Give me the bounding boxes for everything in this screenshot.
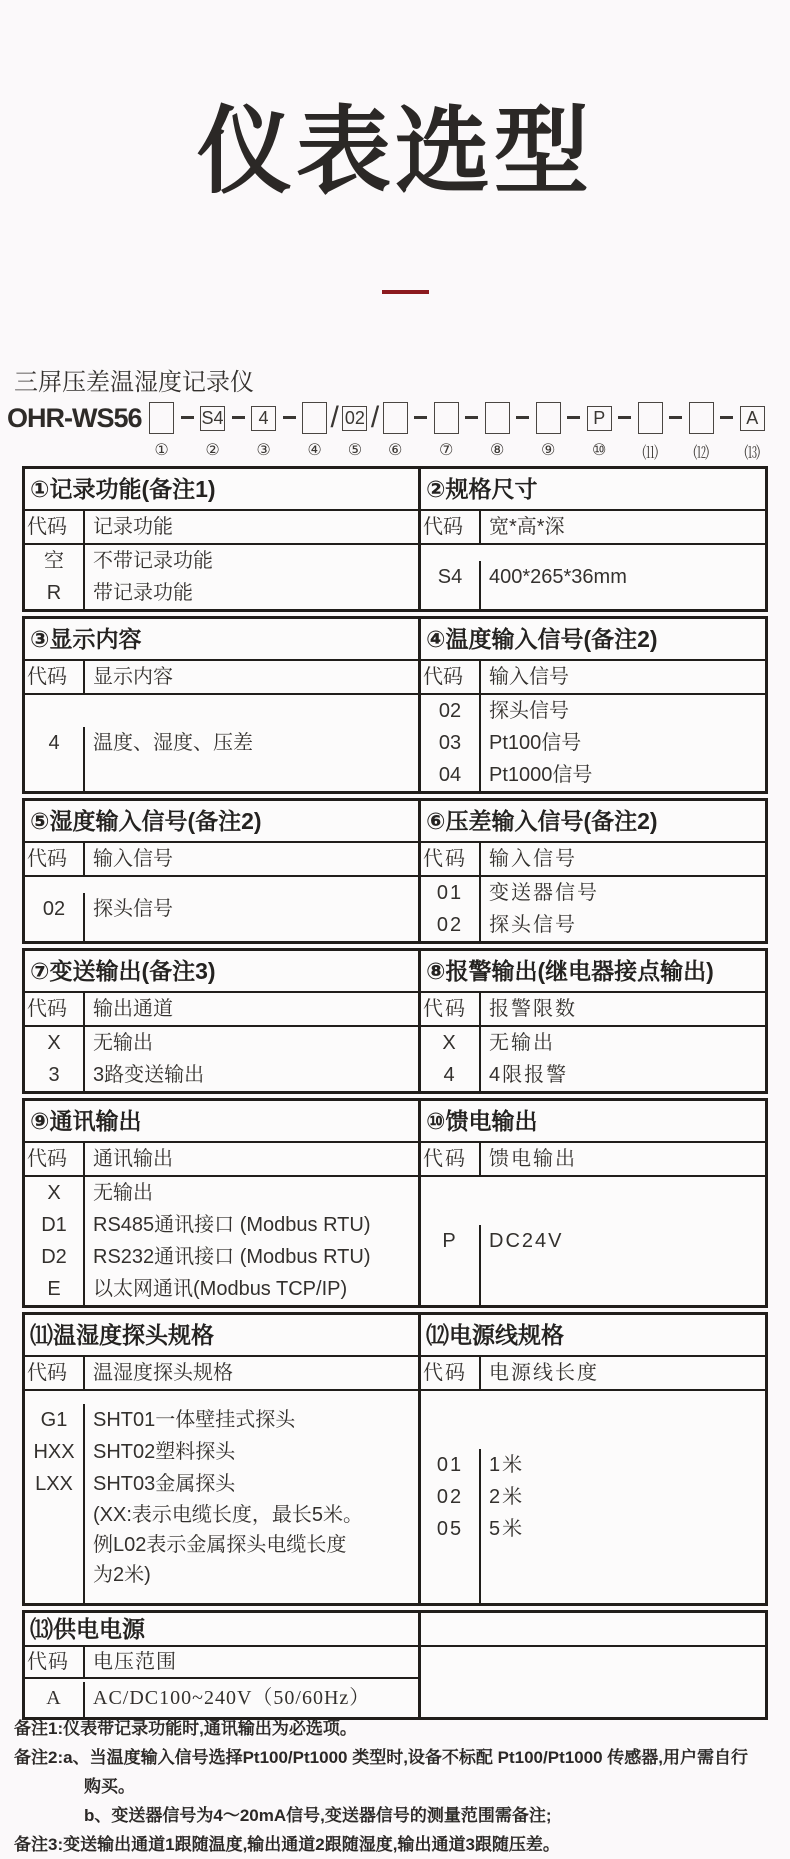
spec-section bbox=[25, 1613, 421, 1717]
option-code: 02 bbox=[42, 898, 66, 920]
spec-band bbox=[22, 1610, 768, 1720]
option-code: 02 bbox=[438, 700, 462, 722]
model-code-position bbox=[737, 400, 767, 463]
dash-separator bbox=[414, 416, 427, 419]
code-column bbox=[25, 893, 85, 941]
spec-section bbox=[421, 1101, 765, 1305]
description-column bbox=[85, 1682, 418, 1717]
section-grid bbox=[421, 993, 765, 1091]
option-code: E bbox=[47, 1278, 61, 1300]
spec-band bbox=[22, 466, 768, 612]
description-column-header: 输入信号 bbox=[85, 843, 418, 877]
description-column bbox=[481, 695, 765, 791]
code-column bbox=[421, 1225, 481, 1305]
model-code-box-slot bbox=[689, 400, 714, 436]
spec-section bbox=[25, 1315, 421, 1603]
section-title: ⑿电源线规格 bbox=[421, 1315, 765, 1357]
option-description: Pt1000信号 bbox=[489, 764, 593, 786]
section-title: ⑤湿度输入信号(备注2) bbox=[25, 801, 418, 843]
code-column bbox=[25, 1177, 85, 1305]
empty-section-title bbox=[421, 1613, 765, 1647]
model-code-position-number: ⑤ bbox=[347, 442, 363, 459]
model-code-position bbox=[340, 400, 370, 460]
code-column bbox=[421, 877, 481, 941]
model-code-position bbox=[147, 400, 177, 460]
model-code-position bbox=[431, 400, 461, 460]
section-title: ⑩馈电输出 bbox=[421, 1101, 765, 1143]
section-title: ⑾温湿度探头规格 bbox=[25, 1315, 418, 1357]
description-column-header: 电源线长度 bbox=[481, 1357, 765, 1391]
description-column-header: 显示内容 bbox=[85, 661, 418, 695]
option-description: 探头信号 bbox=[93, 898, 173, 920]
model-code-position bbox=[380, 400, 410, 460]
model-code-position bbox=[584, 400, 614, 460]
option-description: 无输出 bbox=[93, 1182, 153, 1204]
option-code: 01 bbox=[436, 882, 464, 904]
option-code: D2 bbox=[41, 1246, 67, 1268]
spec-section bbox=[25, 1101, 421, 1305]
option-code: X bbox=[47, 1032, 61, 1054]
model-code-box: S4 bbox=[200, 406, 225, 431]
section-grid bbox=[25, 661, 418, 791]
option-description: SHT03金属探头 bbox=[93, 1473, 236, 1495]
code-column-header: 代码 bbox=[25, 511, 85, 545]
model-code-box-slot bbox=[485, 400, 510, 436]
model-code-position bbox=[249, 400, 279, 460]
spec-section bbox=[421, 801, 765, 941]
option-code: P bbox=[442, 1230, 458, 1252]
option-description: 不带记录功能 bbox=[93, 550, 213, 572]
description-column bbox=[85, 893, 418, 941]
description-column bbox=[481, 1449, 765, 1603]
model-code-box bbox=[302, 402, 327, 434]
slash-separator: / bbox=[330, 401, 339, 434]
model-code-box bbox=[434, 402, 459, 434]
spec-section bbox=[25, 801, 421, 941]
description-column bbox=[481, 1225, 765, 1305]
option-description: 以太网通讯(Modbus TCP/IP) bbox=[93, 1278, 348, 1300]
option-code: 04 bbox=[438, 764, 462, 786]
code-column bbox=[25, 1682, 85, 1717]
description-column-header: 通讯输出 bbox=[85, 1143, 418, 1177]
description-column bbox=[481, 561, 765, 609]
code-column-header: 代码 bbox=[421, 843, 481, 877]
spec-band bbox=[22, 948, 768, 1094]
code-column-header: 代码 bbox=[421, 661, 481, 695]
code-column bbox=[25, 545, 85, 609]
note-line: b、变送器信号为4～20mA信号,变送器信号的测量范围需备注; bbox=[84, 1806, 552, 1825]
model-code-box: 02 bbox=[342, 406, 367, 431]
description-column-header: 馈电输出 bbox=[481, 1143, 765, 1177]
description-column-header: 记录功能 bbox=[85, 511, 418, 545]
spec-section bbox=[25, 951, 421, 1091]
code-column-header: 代码 bbox=[421, 511, 481, 545]
model-code-position-number: ② bbox=[205, 442, 220, 459]
code-column bbox=[421, 1449, 481, 1603]
spec-band bbox=[22, 1312, 768, 1606]
dash-separator bbox=[232, 416, 245, 419]
description-column-header: 温湿度探头规格 bbox=[85, 1357, 418, 1391]
note-line: 备注3:变送输出通道1跟随温度,输出通道2跟随湿度,输出通道3跟随压差。 bbox=[14, 1835, 560, 1854]
model-code-position-number: ⑩ bbox=[592, 442, 607, 459]
spec-band bbox=[22, 798, 768, 944]
product-name: 三屏压差温湿度记录仪 bbox=[14, 369, 254, 396]
model-code-position-number: ⑾ bbox=[642, 445, 659, 462]
empty-section-body bbox=[421, 1647, 765, 1717]
section-title: ⑨通讯输出 bbox=[25, 1101, 418, 1143]
section-grid bbox=[421, 1357, 765, 1603]
dash-separator bbox=[283, 416, 296, 419]
option-description: 温度、湿度、压差 bbox=[93, 732, 253, 754]
option-description: 4限报警 bbox=[489, 1064, 569, 1086]
code-column-header: 代码 bbox=[25, 993, 85, 1027]
option-description: SHT01一体壁挂式探头 bbox=[93, 1409, 296, 1431]
option-code: 02 bbox=[436, 1486, 464, 1508]
model-code-box-slot bbox=[740, 400, 765, 436]
option-code: 05 bbox=[436, 1518, 464, 1540]
option-code: LXX bbox=[35, 1473, 73, 1495]
option-description: 带记录功能 bbox=[93, 582, 193, 604]
description-column bbox=[85, 1404, 418, 1603]
option-code: 4 bbox=[443, 1064, 457, 1086]
model-code-box-slot bbox=[536, 400, 561, 436]
model-code-box-slot bbox=[638, 400, 663, 436]
option-code: HXX bbox=[33, 1441, 75, 1463]
description-column-header: 输入信号 bbox=[481, 843, 765, 877]
option-description: 2米 bbox=[489, 1486, 525, 1508]
option-code: 3 bbox=[48, 1064, 60, 1086]
model-code-position-number: ⑿ bbox=[693, 445, 710, 462]
note-line: 备注2:a、当温度输入信号选择Pt100/Pt1000 类型时,设备不标配 Pt100/Pt1000 传感器,用户需自行购买。 bbox=[14, 1748, 748, 1796]
model-code-position-number: ⑦ bbox=[439, 442, 454, 459]
option-code: 4 bbox=[48, 732, 60, 754]
model-code-position-number: ⑥ bbox=[388, 442, 403, 459]
page-title: 仪表选型 bbox=[196, 99, 593, 205]
section-footnote: (XX:表示电缆长度，最长5米。例L02表示金属探头电缆长度为2米) bbox=[93, 1504, 364, 1586]
model-code-box-slot bbox=[251, 400, 276, 436]
option-description: AC/DC100~240V（50/60Hz） bbox=[93, 1687, 371, 1709]
code-column bbox=[25, 727, 85, 791]
model-code-box bbox=[536, 402, 561, 434]
model-code-line bbox=[7, 400, 767, 463]
dash-separator bbox=[516, 416, 529, 419]
option-code: G1 bbox=[40, 1409, 68, 1431]
description-column bbox=[85, 545, 418, 609]
code-column-header: 代码 bbox=[25, 1357, 85, 1391]
option-description: 400*265*36mm bbox=[489, 566, 627, 588]
option-description: RS232通讯接口 (Modbus RTU) bbox=[93, 1246, 371, 1268]
section-title: ⑥压差输入信号(备注2) bbox=[421, 801, 765, 843]
section-title: ①记录功能(备注1) bbox=[25, 469, 418, 511]
section-grid bbox=[25, 511, 418, 609]
option-code: R bbox=[46, 582, 62, 604]
model-code-box: A bbox=[740, 406, 765, 431]
dash-separator bbox=[618, 416, 631, 419]
model-code-position-number: ⒀ bbox=[744, 445, 761, 462]
code-column bbox=[421, 561, 481, 609]
section-grid bbox=[421, 661, 765, 791]
section-title: ⑦变送输出(备注3) bbox=[25, 951, 418, 993]
option-description: DC24V bbox=[489, 1230, 564, 1252]
section-grid bbox=[25, 1143, 418, 1305]
code-column-header: 代码 bbox=[421, 1143, 481, 1177]
model-code-position-number: ③ bbox=[256, 442, 271, 459]
dash-separator bbox=[181, 416, 194, 419]
spec-section bbox=[421, 951, 765, 1091]
option-description: SHT02塑料探头 bbox=[93, 1441, 236, 1463]
dash-separator bbox=[669, 416, 682, 419]
option-code: 03 bbox=[438, 732, 462, 754]
option-description: RS485通讯接口 (Modbus RTU) bbox=[93, 1214, 371, 1236]
option-code: 01 bbox=[436, 1454, 464, 1476]
code-column bbox=[421, 1027, 481, 1091]
model-code-position-number: ④ bbox=[307, 442, 322, 459]
code-column bbox=[421, 695, 481, 791]
description-column bbox=[481, 877, 765, 941]
code-column-header: 代码 bbox=[421, 993, 481, 1027]
code-column-header: 代码 bbox=[25, 843, 85, 877]
spec-section bbox=[25, 619, 421, 791]
model-code-box-slot bbox=[383, 400, 408, 436]
code-column bbox=[25, 1404, 85, 1603]
description-column bbox=[85, 727, 418, 791]
model-code-position bbox=[533, 400, 563, 460]
section-grid bbox=[421, 511, 765, 609]
description-column bbox=[85, 1027, 418, 1091]
model-code-box-slot bbox=[302, 400, 327, 436]
notes-block bbox=[14, 1714, 762, 1859]
model-code-box-slot bbox=[200, 400, 225, 436]
option-description: 变送器信号 bbox=[489, 882, 599, 904]
note-line: 备注1:仪表带记录功能时,通讯输出为必选项。 bbox=[14, 1719, 357, 1738]
code-column-header: 代码 bbox=[421, 1357, 481, 1391]
option-code: 空 bbox=[44, 550, 64, 572]
option-code: X bbox=[47, 1182, 61, 1204]
option-description: 无输出 bbox=[489, 1032, 555, 1054]
model-code-box bbox=[638, 402, 663, 434]
selection-table bbox=[22, 466, 768, 1720]
model-code-box-slot bbox=[342, 400, 367, 436]
spec-section bbox=[421, 619, 765, 791]
description-column-header: 输出通道 bbox=[85, 993, 418, 1027]
option-description: 无输出 bbox=[93, 1032, 153, 1054]
dash-separator bbox=[567, 416, 580, 419]
spec-section bbox=[421, 1315, 765, 1603]
option-description: 探头信号 bbox=[489, 700, 569, 722]
section-title: ③显示内容 bbox=[25, 619, 418, 661]
section-grid bbox=[25, 843, 418, 941]
section-title: ②规格尺寸 bbox=[421, 469, 765, 511]
description-column-header: 报警限数 bbox=[481, 993, 765, 1027]
description-column-header: 电压范围 bbox=[85, 1647, 418, 1679]
model-code-box-slot bbox=[587, 400, 612, 436]
option-description: Pt100信号 bbox=[489, 732, 582, 754]
model-code-units bbox=[147, 400, 768, 463]
model-code-position bbox=[300, 400, 330, 460]
section-grid bbox=[421, 1143, 765, 1305]
spec-section bbox=[421, 469, 765, 609]
option-description: 5米 bbox=[489, 1518, 525, 1540]
spec-section bbox=[25, 469, 421, 609]
model-code-box: P bbox=[587, 406, 612, 431]
dash-separator bbox=[465, 416, 478, 419]
model-code-position bbox=[635, 400, 665, 463]
model-code-box-slot bbox=[149, 400, 174, 436]
option-code: S4 bbox=[437, 566, 463, 588]
model-code-position-number: ① bbox=[154, 442, 169, 459]
section-grid bbox=[25, 1357, 418, 1603]
model-code-box bbox=[149, 402, 174, 434]
option-code: D1 bbox=[41, 1214, 67, 1236]
slash-separator: / bbox=[370, 401, 380, 434]
model-code-box bbox=[383, 402, 408, 434]
model-code-position bbox=[198, 400, 228, 460]
spec-section bbox=[421, 1613, 765, 1717]
spec-band bbox=[22, 616, 768, 794]
model-code-box bbox=[485, 402, 510, 434]
section-grid bbox=[25, 1647, 418, 1717]
description-column-header: 输入信号 bbox=[481, 661, 765, 695]
dash-separator bbox=[720, 416, 733, 419]
option-description: 探头信号 bbox=[489, 914, 577, 936]
model-code-box bbox=[689, 402, 714, 434]
section-title: ⑧报警输出(继电器接点输出) bbox=[421, 951, 765, 993]
section-grid bbox=[421, 843, 765, 941]
option-description: 1米 bbox=[489, 1454, 525, 1476]
section-title: ⒀供电电源 bbox=[25, 1613, 418, 1647]
option-code: A bbox=[46, 1687, 62, 1709]
model-code-box-slot bbox=[434, 400, 459, 436]
code-column bbox=[25, 1027, 85, 1091]
model-code-position bbox=[686, 400, 716, 463]
model-code-box: 4 bbox=[251, 406, 276, 431]
description-column bbox=[85, 1177, 418, 1305]
title-underline bbox=[382, 290, 429, 294]
model-code-position-number: ⑨ bbox=[541, 442, 556, 459]
option-description: 3路变送输出 bbox=[93, 1064, 205, 1086]
description-column-header: 宽*高*深 bbox=[481, 511, 765, 545]
code-column-header: 代码 bbox=[25, 1647, 85, 1679]
model-prefix: OHR-WS56 bbox=[7, 403, 142, 433]
option-code: 02 bbox=[436, 914, 464, 936]
code-column-header: 代码 bbox=[25, 661, 85, 695]
section-grid bbox=[25, 993, 418, 1091]
spec-band bbox=[22, 1098, 768, 1308]
option-code: X bbox=[442, 1032, 458, 1054]
section-title: ④温度输入信号(备注2) bbox=[421, 619, 765, 661]
description-column bbox=[481, 1027, 765, 1091]
model-code-position bbox=[482, 400, 512, 460]
model-code-position-number: ⑧ bbox=[490, 442, 505, 459]
code-column-header: 代码 bbox=[25, 1143, 85, 1177]
